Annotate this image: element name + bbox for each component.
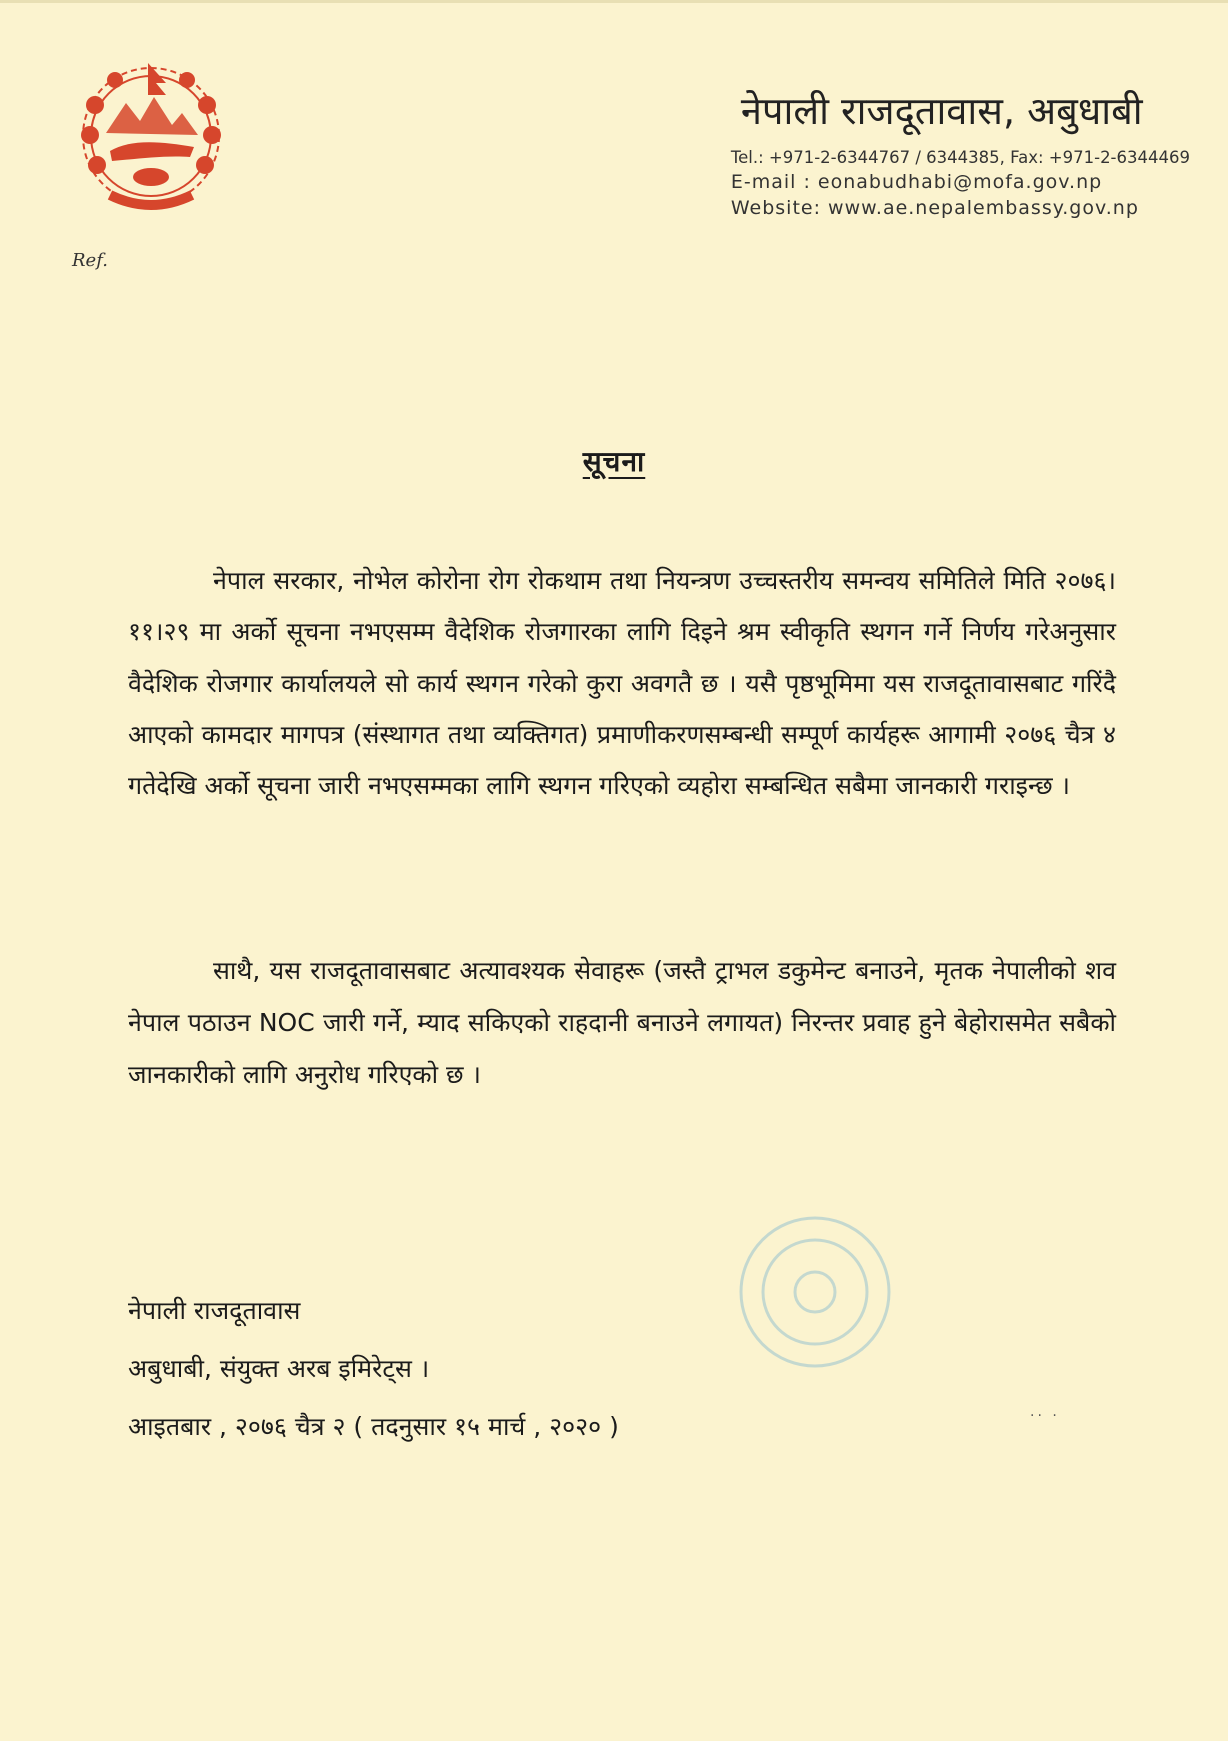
embassy-name: नेपाली राजदूतावास, अबुधाबी	[740, 89, 1143, 133]
embassy-stamp-icon	[735, 1212, 895, 1372]
nepal-coat-of-arms-icon	[70, 55, 232, 217]
notice-paragraph-2: साथै, यस राजदूतावासबाट अत्यावश्यक सेवाहरू (जस्तै ट्राभल डकुमेन्ट बनाउने, मृतक नेपालीको शव नेपाल पठाउन NOC जारी गर्ने, म्याद सकिएको राहदानी बनाउने लगायत) निरन्तर प्रवाह हुने बेहोरासमेत सबैको जानकारीको लागि अनुरोध गरिएको छ ।	[128, 956, 1116, 1089]
notice-paragraph-1: नेपाल सरकार, नोभेल कोरोना रोग रोकथाम तथा नियन्त्रण उच्चस्तरीय समन्वय समितिले मिति २०७६।११।२९ मा अर्को सूचना नभएसम्म वैदेशिक रोजगारका लागि दिइने श्रम स्वीकृति स्थगन गर्ने निर्णय गरेअनुसार वैदेशिक रोजगार कार्यालयले सो कार्य स्थगन गरेको कुरा अवगतै छ । यसै पृष्ठभूमिमा यस राजदूतावासबाट गरिंदै आएको कामदार मागपत्र (संस्थागत तथा व्यक्तिगत) प्रमाणीकरणसम्बन्धी सम्पूर्ण कार्यहरू आगामी २०७६ चैत्र ४ गतेदेखि अर्को सूचना जारी नभएसम्मका लागि स्थगन गरिएको व्यहोरा सम्बन्धित सबैमा जानकारी गराइन्छ ।	[128, 566, 1116, 801]
contact-email: E-mail : eonabudhabi@mofa.gov.np	[730, 171, 1103, 193]
stray-marks: ·· ·	[1030, 1408, 1060, 1424]
contact-website: Website: www.ae.nepalembassy.gov.np	[730, 197, 1139, 219]
signature-date: आइतबार , २०७६ चैत्र २ ( तदनुसार १५ मार्च , २०२० )	[128, 1412, 619, 1441]
signature-block	[128, 1282, 619, 1456]
notice-title: सूचना	[582, 445, 646, 478]
ref-label: Ref.	[72, 250, 108, 271]
signature-office: नेपाली राजदूतावास	[128, 1296, 301, 1325]
contact-tel-fax: Tel.: +971-2-6344767 / 6344385, Fax: +971-2-6344469	[730, 148, 1190, 167]
signature-location: अबुधाबी, संयुक्त अरब इमिरेट्स ।	[128, 1354, 430, 1383]
letterhead	[731, 84, 1190, 221]
